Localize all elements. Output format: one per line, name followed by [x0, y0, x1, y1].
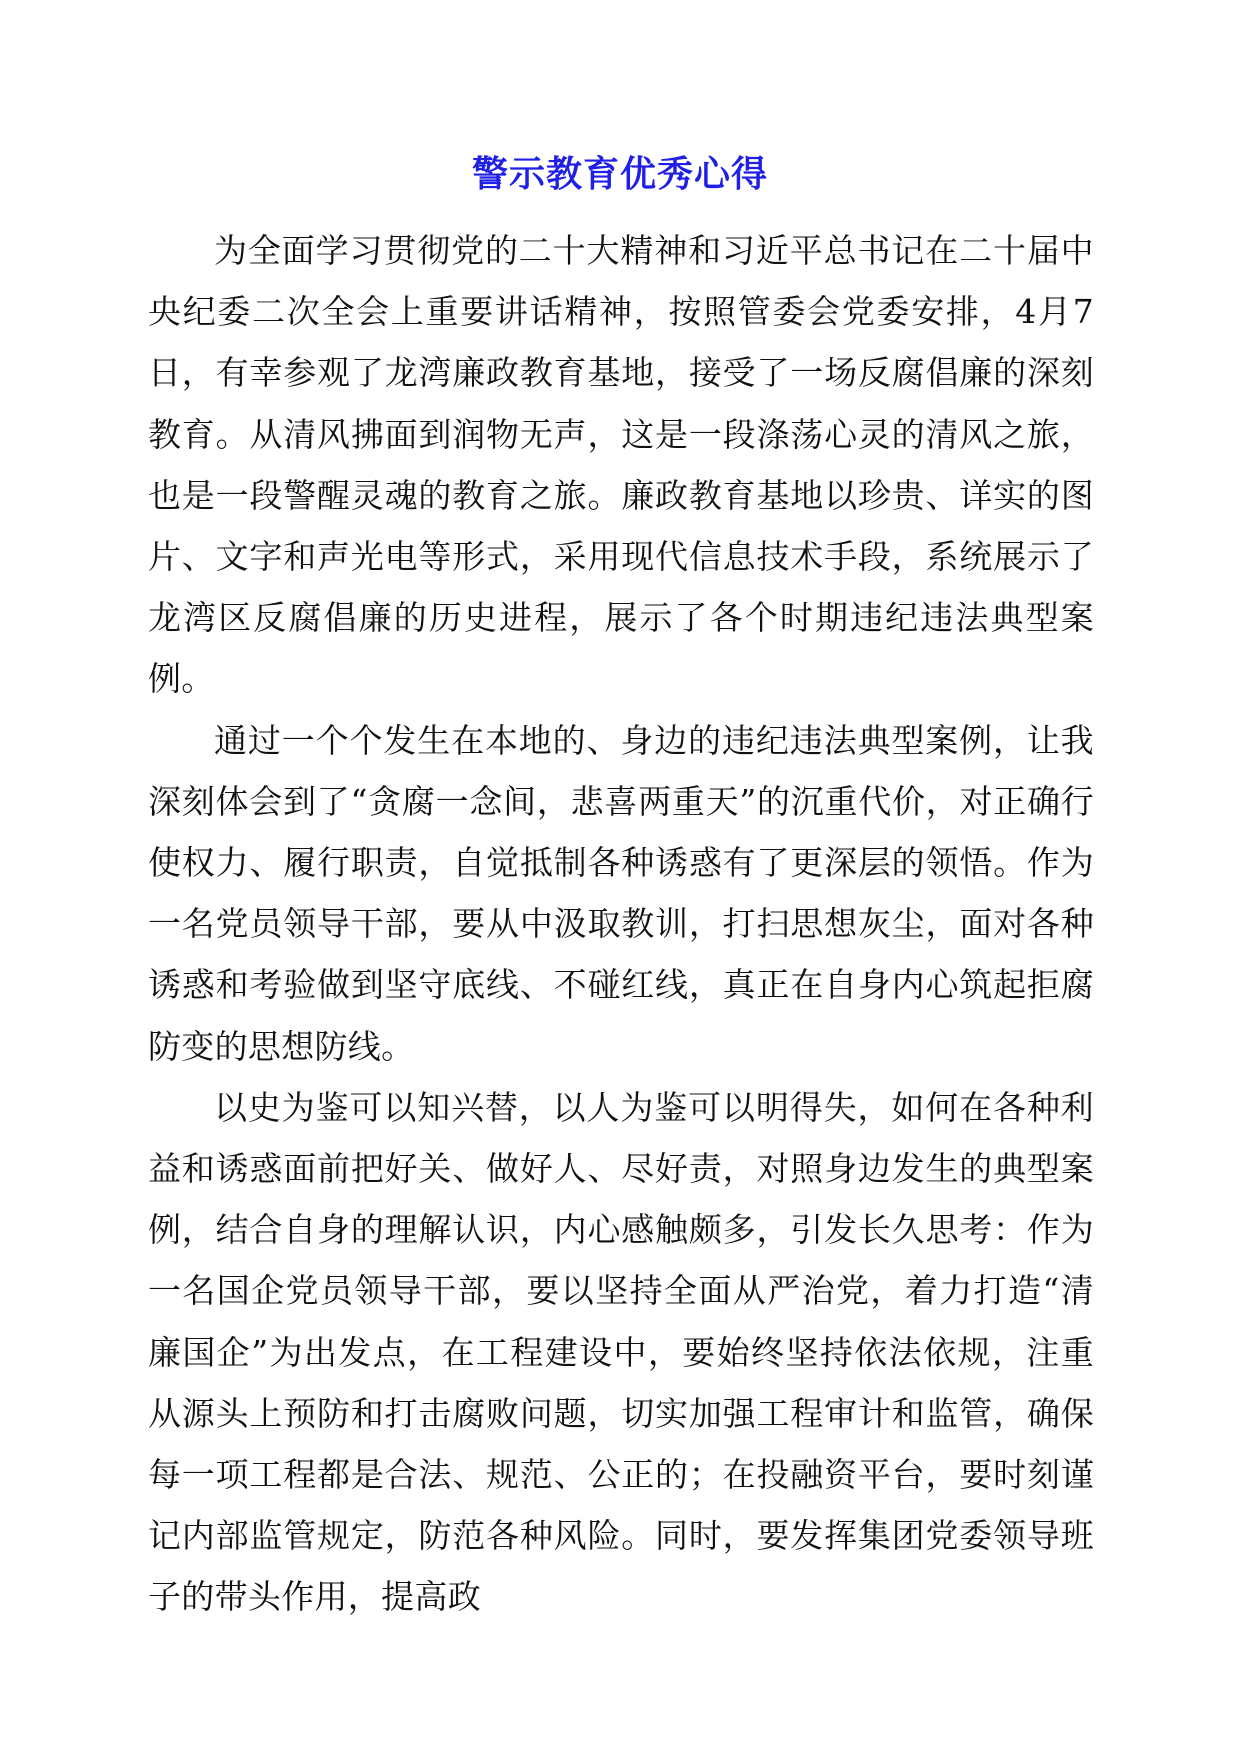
paragraph-3: 以史为鉴可以知兴替，以人为鉴可以明得失，如何在各种利益和诱惑面前把好关、做好人、尽好责，对照身边发生的典型案例，结合自身的理解认识，内心感触颇多，引发长久思考：作为一名国企党员领导干部，要以坚持全面从严治党，着力打造“清廉国企”为出发点，在工程建设中，要始终坚持依法依规，注重从源头上预防和打击腐败问题，切实加强工程审计和监管，确保每一项工程都是合法、规范、公正的；在投融资平台，要时刻谨记内部监管规定，防范各种风险。同时，要发挥集团党委领导班子的带头作用，提高政 [148, 1087, 1094, 1617]
document-body [148, 220, 1094, 1628]
paragraph-2: 通过一个个发生在本地的、身边的违纪违法典型案例，让我深刻体会到了“贪腐一念间，悲喜两重天”的沉重代价，对正确行使权力、履行职责，自觉抵制各种诱惑有了更深层的领悟。作为一名党员领导干部，要从中汲取教训，打扫思想灰尘，面对各种诱惑和考验做到坚守底线、不碰红线，真正在自身内心筑起拒腐防变的思想防线。 [148, 720, 1094, 1066]
paragraph-1: 为全面学习贯彻党的二十大精神和习近平总书记在二十届中央纪委二次全会上重要讲话精神，按照管委会党委安排，4月7日，有幸参观了龙湾廉政教育基地，接受了一场反腐倡廉的深刻教育。从清风拂面到润物无声，这是一段涤荡心灵的清风之旅，也是一段警醒灵魂的教育之旅。廉政教育基地以珍贵、详实的图片、文字和声光电等形式，采用现代信息技术手段，系统展示了龙湾区反腐倡廉的历史进程，展示了各个时期违纪违法典型案例。 [148, 231, 1094, 699]
document-title: 警示教育优秀心得 [471, 154, 768, 195]
